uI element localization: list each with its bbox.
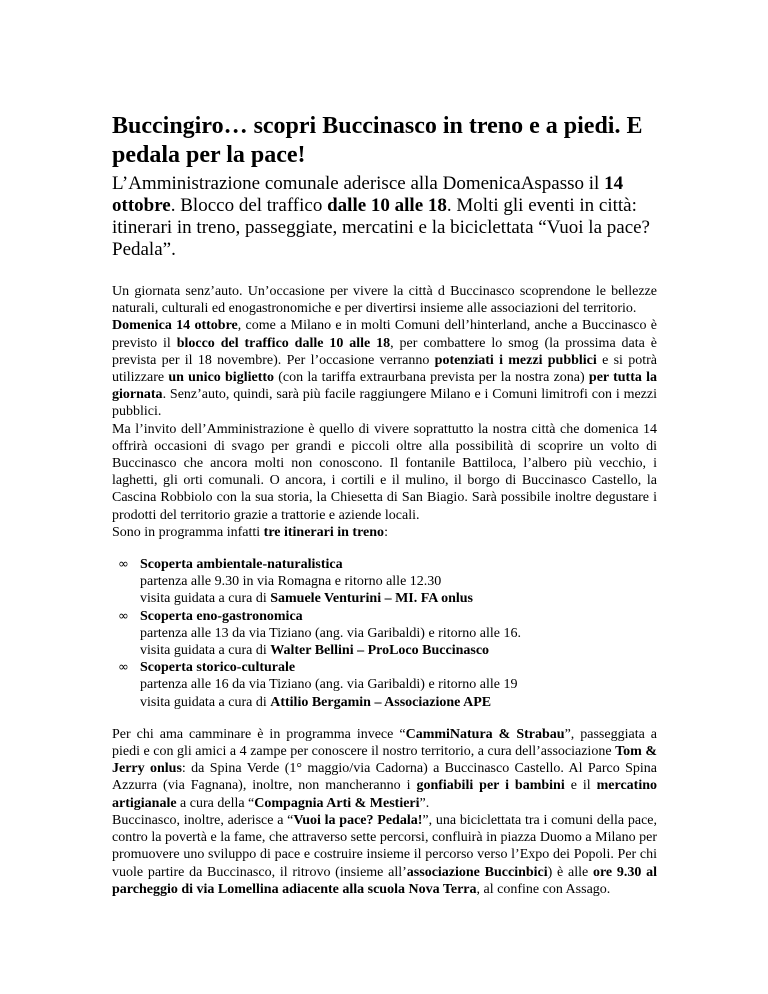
- itineraries-list: [112, 556, 657, 711]
- itinerary-time: partenza alle 16 da via Tiziano (ang. via Garibaldi) e ritorno alle 19: [140, 677, 518, 693]
- walk-text-5: a cura della “: [176, 795, 255, 811]
- article-title: Buccingiro… scopri Buccinasco in treno e a piedi. E pedala per la pace!: [112, 113, 643, 168]
- walk-market: mercatino artigianale: [112, 778, 657, 811]
- bike-text-4: , al confine con Assago.: [476, 881, 611, 897]
- itineraries-intro-bold: tre itinerari in treno: [263, 524, 385, 540]
- itinerary-time: partenza alle 13 da via Tiziano (ang. via Garibaldi) e ritorno alle 16.: [140, 625, 521, 641]
- traffic-text-1: , come a Milano e in molti Comuni dell’hinterland, anche a Buccinasco è previsto il: [112, 318, 657, 351]
- itinerary-guide: Walter Bellini – ProLoco Buccinasco: [270, 643, 490, 659]
- itineraries-intro-colon: :: [384, 524, 388, 540]
- itinerary-time: partenza alle 9.30 in via Romagna e ritorno alle 12.30: [140, 574, 442, 590]
- walk-company: Compagnia Arti & Mestieri: [254, 795, 420, 811]
- walk-inflatables: gonfiabili per i bambini: [416, 778, 565, 794]
- itineraries-intro-text: Sono in programma infatti: [112, 524, 264, 540]
- walk-event-name: CammiNatura & Strabau: [405, 726, 565, 742]
- bike-event-name: Vuoi la pace? Pedala!: [293, 812, 423, 828]
- traffic-text-5: . Senz’auto, quindi, sarà più facile raggiungere Milano e i Comuni limitrofi con i mezzi pubblici.: [112, 387, 657, 420]
- walk-text-2: ”, passeggiata a piedi e con gli amici a 4 zampe per conoscere il nostro territorio, a cura dell’associazione: [112, 726, 658, 760]
- traffic-text-3: e si potrà utilizzare: [112, 352, 657, 386]
- paragraph-intro: Un giornata senz’auto. Un’occasione per vivere la città d Buccinasco scoprendone le bellezze naturali, culturali ed enogastronomiche e per divertirsi insieme alle associazioni del territorio.: [112, 284, 657, 317]
- walk-text-1: Per chi ama camminare è in programma invece “: [112, 726, 406, 742]
- itinerary-guide-prefix: visita guidata a cura di: [140, 591, 271, 607]
- paragraph-traffic-block: [112, 317, 657, 420]
- list-item: [112, 556, 657, 608]
- itinerary-title: Scoperta storico-culturale: [140, 660, 296, 676]
- itinerary-title: Scoperta eno-gastronomica: [140, 608, 303, 624]
- paragraph-bike-ride: [112, 812, 657, 898]
- traffic-all-day: per tutta la giornata: [112, 370, 658, 403]
- lead-hours: dalle 10 alle 18: [327, 195, 447, 216]
- spacer: [112, 711, 657, 726]
- itinerary-title: Scoperta ambientale-naturalistica: [140, 557, 343, 573]
- lead-text-2: . Blocco del traffico: [170, 195, 328, 216]
- list-item: [112, 608, 657, 660]
- itinerary-guide: Samuele Venturini – MI. FA onlus: [270, 591, 474, 607]
- itinerary-guide-prefix: visita guidata a cura di: [140, 643, 271, 659]
- bike-text-3: ) è alle: [547, 864, 593, 880]
- walk-text-6: ”.: [419, 795, 430, 811]
- infinity-bullet-icon: ∞: [118, 608, 129, 624]
- walk-text-3: : da Spina Verde (1° maggio/via Cadorna) a Buccinasco Castello. Al Parco Spina Azzurra (via Fagnana), inoltre, non mancheranno i: [112, 761, 657, 794]
- walk-association: Tom & Jerry onlus: [112, 744, 657, 777]
- bike-association: associazione Buccinbici: [406, 864, 548, 880]
- lead-text-3: . Molti gli eventi in città: itinerari in treno, passeggiate, mercatini e la biciclettata “Vuoi la pace? Pedala”.: [112, 195, 650, 260]
- bike-text-2: ”, una biciclettata tra i comuni della pace, contro la povertà e la fame, che attraverso sette percorsi, confluirà in piazza Duomo a Milano per promuovere uno sviluppo di pace e costruire insieme il percorso verso l’Expo dei Popoli. Per chi vuole partire da Buccinasco, il ritrovo (insieme all’: [112, 812, 657, 880]
- paragraph-itineraries-intro: [112, 524, 657, 541]
- bike-text-1: Buccinasco, inoltre, aderisce a “: [112, 812, 294, 828]
- bike-meeting-point: ore 9.30 al parcheggio di via Lomellina adiacente alla scuola Nova Terra: [112, 864, 657, 897]
- traffic-text-2: , per combattere lo smog (la prossima data è prevista per il 18 novembre). Per l’occasione verranno: [112, 335, 657, 368]
- traffic-text-4: (con la tariffa extraurbana prevista per la nostra zona): [274, 370, 589, 386]
- article-lead: [112, 173, 657, 261]
- infinity-bullet-icon: ∞: [118, 557, 129, 573]
- lead-text-1: L’Amministrazione comunale aderisce alla DomenicaAspasso il: [112, 173, 605, 194]
- paragraph-invitation: Ma l’invito dell’Amministrazione è quello di vivere soprattutto la nostra città che domenica 14 offrirà occasioni di svago per grandi e piccoli oltre alla possibilità di scoprire un volto di Buccinasco che ancora molti non conoscono. Il fontanile Battiloca, l’albero più vecchio, i laghetti, gli orti comunali. O ancora, i cortili e il mulino, il borgo di Buccinasco Castello, la Cascina Robbiolo con la sua storia, la Chiesetta di San Biagio. Sarà possibile inoltre degustare i prodotti del territorio grazie a trattorie e aziende locali.: [112, 421, 657, 523]
- traffic-ticket: un unico biglietto: [168, 370, 275, 386]
- itinerary-guide-prefix: visita guidata a cura di: [140, 694, 271, 710]
- itinerary-guide: Attilio Bergamin – Associazione APE: [270, 694, 492, 710]
- walk-text-4: e il: [564, 778, 597, 794]
- traffic-hours: blocco del traffico dalle 10 alle 18: [176, 335, 391, 351]
- traffic-public-transport: potenziati i mezzi pubblici: [434, 352, 597, 368]
- list-item: [112, 659, 657, 711]
- infinity-bullet-icon: ∞: [118, 660, 129, 676]
- document-page: [112, 112, 657, 898]
- paragraph-walk: [112, 726, 657, 812]
- traffic-date: Domenica 14 ottobre: [112, 318, 238, 334]
- lead-date: 14 ottobre: [112, 173, 624, 216]
